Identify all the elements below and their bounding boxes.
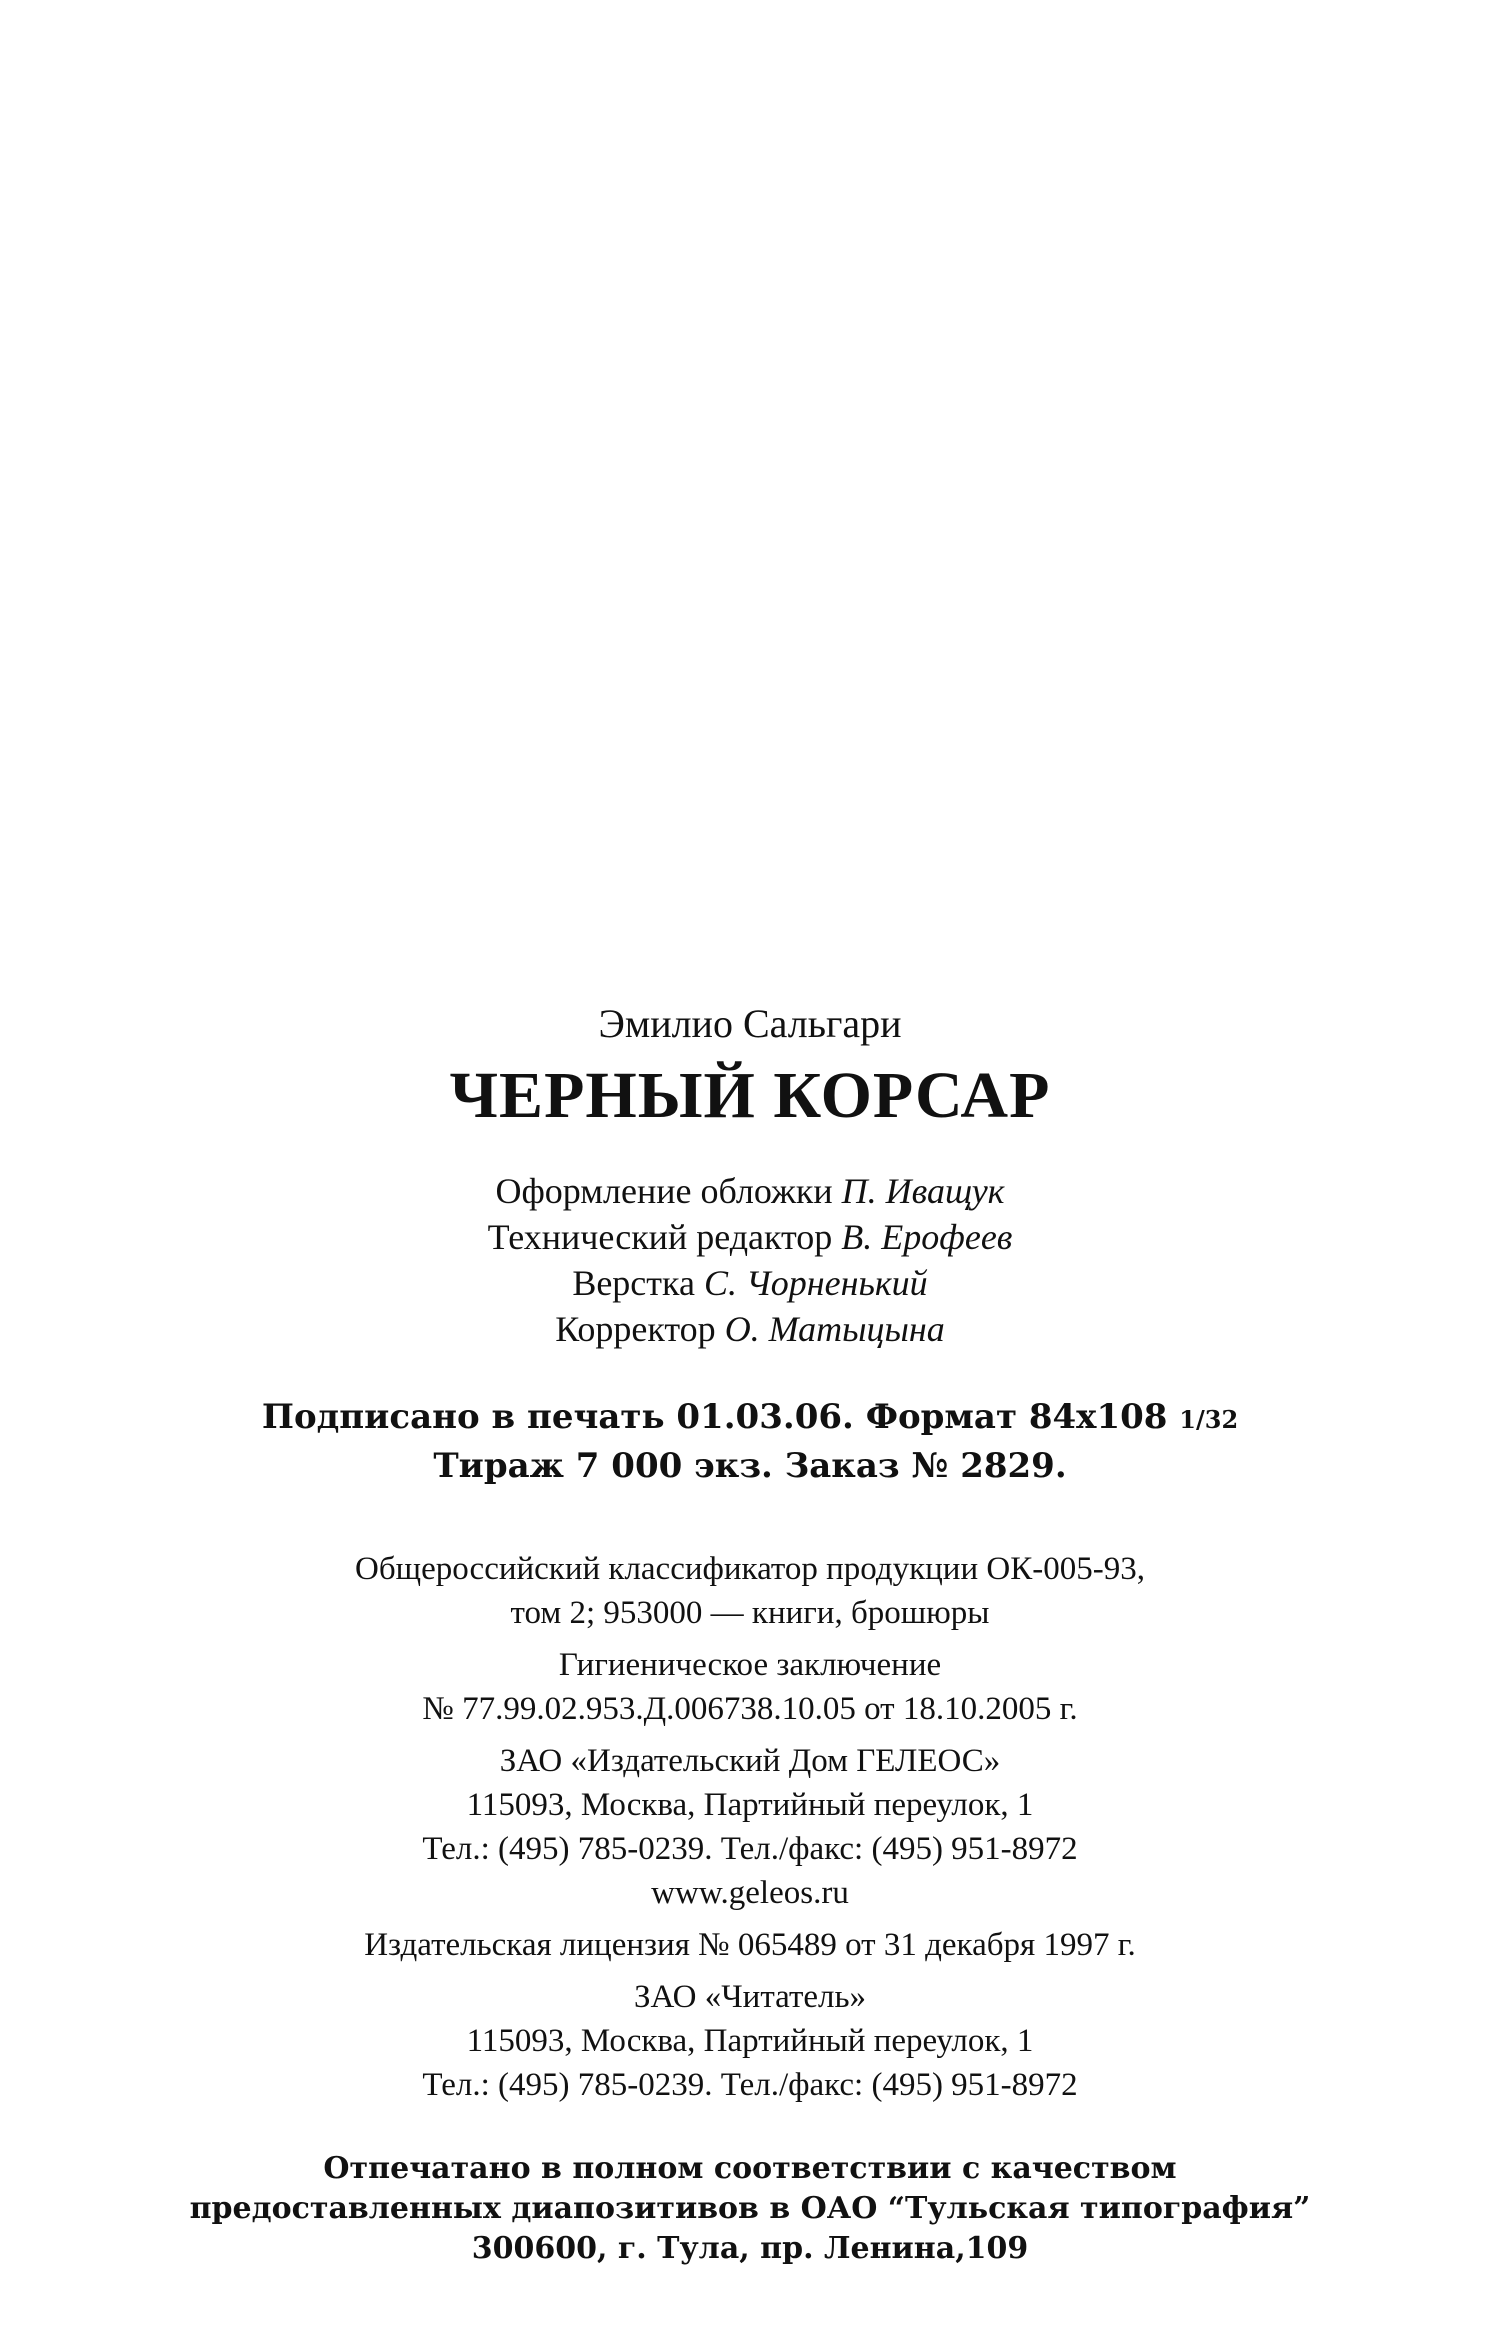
publisher-name: ЗАО «Издательский Дом ГЕЛЕОС» (499, 1743, 1001, 1779)
credit-cover-design (0, 1168, 1500, 1214)
printer-line-3: 300600, г. Тула, пр. Ленина,109 (471, 2231, 1029, 2266)
credit-role: Корректор (555, 1309, 716, 1349)
distributor-name: ЗАО «Читатель» (633, 1979, 867, 2015)
credit-name: О. Матыцына (724, 1309, 945, 1349)
credit-name: С. Чорненький (703, 1263, 928, 1303)
printer-line-2: предоставленных диапозитивов в ОАО “Тульская типография” (189, 2191, 1311, 2226)
credit-proofreader (0, 1306, 1500, 1352)
print-info-block (0, 1394, 1500, 1489)
classifier-line-2: том 2; 953000 — книги, брошюры (510, 1595, 990, 1631)
hygiene-line-1: Гигиеническое заключение (558, 1647, 942, 1683)
printer-block (0, 2149, 1500, 2269)
credit-role: Верстка (572, 1263, 695, 1303)
publisher-block (0, 1547, 1500, 2107)
printer-line-1: Отпечатано в полном соответствии с качеством (323, 2151, 1177, 2186)
print-signed-text: Подписано в печать 01.03.06. Формат 84x108 (261, 1397, 1168, 1437)
hygiene-line-2: № 77.99.02.953.Д.006738.10.05 от 18.10.2005 г. (422, 1691, 1078, 1727)
credit-technical-editor (0, 1214, 1500, 1260)
classifier-line-1: Общероссийский классификатор продукции ОК-005-93, (355, 1551, 1145, 1587)
book-title: ЧЕРНЫЙ КОРСАР (449, 1059, 1051, 1132)
credits-block (0, 1168, 1500, 1352)
credit-role: Технический редактор (487, 1217, 833, 1257)
imprint-page (0, 1000, 1500, 2269)
credit-name: В. Ерофеев (841, 1217, 1013, 1257)
book-author: Эмилио Сальгари (598, 1001, 902, 1046)
format-fraction: 1/32 (1179, 1405, 1239, 1434)
print-run-order: Тираж 7 000 экз. Заказ № 2829. (433, 1446, 1067, 1486)
print-signed-format (0, 1394, 1500, 1443)
credit-layout (0, 1260, 1500, 1306)
publisher-license: Издательская лицензия № 065489 от 31 декабря 1997 г. (364, 1927, 1136, 1963)
credit-name: П. Иващук (841, 1171, 1005, 1211)
distributor-phone: Тел.: (495) 785-0239. Тел./факс: (495) 951-8972 (422, 2067, 1078, 2103)
publisher-website: www.geleos.ru (651, 1875, 849, 1911)
credit-role: Оформление обложки (495, 1171, 833, 1211)
publisher-address: 115093, Москва, Партийный переулок, 1 (466, 1787, 1034, 1823)
publisher-phone: Тел.: (495) 785-0239. Тел./факс: (495) 951-8972 (422, 1831, 1078, 1867)
distributor-address: 115093, Москва, Партийный переулок, 1 (466, 2023, 1034, 2059)
